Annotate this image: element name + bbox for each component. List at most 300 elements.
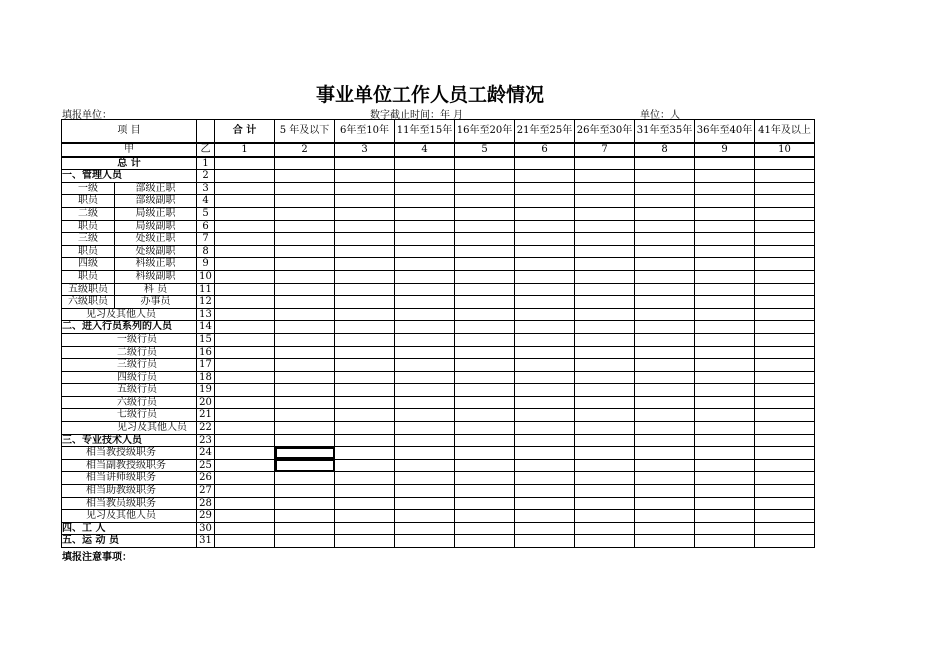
data-cell[interactable]: [575, 258, 635, 271]
data-cell[interactable]: [695, 396, 755, 409]
data-cell[interactable]: [755, 283, 815, 296]
data-cell[interactable]: [395, 195, 455, 208]
data-cell[interactable]: [635, 434, 695, 447]
data-cell[interactable]: [575, 283, 635, 296]
data-cell[interactable]: [515, 308, 575, 321]
data-cell[interactable]: [275, 321, 335, 334]
data-cell[interactable]: [515, 497, 575, 510]
data-cell[interactable]: [275, 308, 335, 321]
data-cell[interactable]: [515, 207, 575, 220]
data-cell[interactable]: [515, 459, 575, 472]
data-cell[interactable]: [275, 384, 335, 397]
data-cell[interactable]: [455, 283, 515, 296]
data-cell[interactable]: [635, 245, 695, 258]
data-cell[interactable]: [335, 170, 395, 183]
data-cell[interactable]: [215, 321, 275, 334]
data-cell[interactable]: [455, 182, 515, 195]
data-cell[interactable]: [395, 333, 455, 346]
data-cell[interactable]: [755, 321, 815, 334]
data-cell[interactable]: [275, 535, 335, 548]
data-cell[interactable]: [755, 472, 815, 485]
data-cell[interactable]: [695, 170, 755, 183]
data-cell[interactable]: [575, 459, 635, 472]
data-cell[interactable]: [395, 170, 455, 183]
data-cell[interactable]: [395, 535, 455, 548]
data-cell[interactable]: [515, 245, 575, 258]
data-cell[interactable]: [335, 333, 395, 346]
data-cell[interactable]: [395, 233, 455, 246]
data-cell[interactable]: [215, 459, 275, 472]
data-cell[interactable]: [395, 296, 455, 309]
data-cell[interactable]: [455, 296, 515, 309]
data-cell[interactable]: [275, 270, 335, 283]
data-cell[interactable]: [275, 333, 335, 346]
data-cell[interactable]: [635, 409, 695, 422]
data-cell[interactable]: [275, 359, 335, 372]
data-cell[interactable]: [575, 409, 635, 422]
data-cell[interactable]: [755, 384, 815, 397]
data-cell[interactable]: [455, 434, 515, 447]
data-cell[interactable]: [215, 333, 275, 346]
data-cell[interactable]: [755, 371, 815, 384]
data-cell[interactable]: [575, 233, 635, 246]
data-cell[interactable]: [755, 535, 815, 548]
data-cell[interactable]: [515, 333, 575, 346]
data-cell[interactable]: [515, 283, 575, 296]
data-cell[interactable]: [695, 283, 755, 296]
data-cell[interactable]: [635, 346, 695, 359]
data-cell[interactable]: [575, 472, 635, 485]
data-cell[interactable]: [455, 384, 515, 397]
data-cell[interactable]: [575, 485, 635, 498]
data-cell[interactable]: [755, 258, 815, 271]
data-cell[interactable]: [635, 359, 695, 372]
data-cell[interactable]: [215, 170, 275, 183]
data-cell[interactable]: [215, 371, 275, 384]
data-cell[interactable]: [215, 396, 275, 409]
data-cell[interactable]: [635, 296, 695, 309]
data-cell[interactable]: [575, 308, 635, 321]
data-cell[interactable]: [335, 422, 395, 435]
data-cell[interactable]: [515, 296, 575, 309]
data-cell[interactable]: [635, 459, 695, 472]
data-cell[interactable]: [275, 170, 335, 183]
data-cell[interactable]: [395, 434, 455, 447]
data-cell[interactable]: [455, 396, 515, 409]
data-cell[interactable]: [695, 510, 755, 523]
data-cell[interactable]: [275, 485, 335, 498]
data-cell[interactable]: [215, 409, 275, 422]
data-cell[interactable]: [335, 296, 395, 309]
data-cell[interactable]: [215, 182, 275, 195]
data-cell[interactable]: [515, 359, 575, 372]
data-cell[interactable]: [395, 472, 455, 485]
data-cell[interactable]: [635, 333, 695, 346]
data-cell[interactable]: [215, 220, 275, 233]
data-cell[interactable]: [575, 182, 635, 195]
data-cell[interactable]: [755, 333, 815, 346]
data-cell[interactable]: [215, 283, 275, 296]
data-cell[interactable]: [635, 447, 695, 460]
data-cell[interactable]: [395, 409, 455, 422]
data-cell[interactable]: [455, 233, 515, 246]
data-cell[interactable]: [275, 522, 335, 535]
data-cell[interactable]: [575, 195, 635, 208]
data-cell[interactable]: [395, 157, 455, 170]
data-cell[interactable]: [275, 220, 335, 233]
data-cell[interactable]: [515, 535, 575, 548]
data-cell[interactable]: [215, 270, 275, 283]
data-cell[interactable]: [575, 296, 635, 309]
data-cell[interactable]: [635, 157, 695, 170]
data-cell[interactable]: [575, 333, 635, 346]
data-cell[interactable]: [695, 245, 755, 258]
data-cell[interactable]: [635, 283, 695, 296]
data-cell[interactable]: [695, 485, 755, 498]
data-cell[interactable]: [455, 497, 515, 510]
data-cell[interactable]: [275, 157, 335, 170]
data-cell[interactable]: [515, 233, 575, 246]
data-cell[interactable]: [455, 485, 515, 498]
data-cell[interactable]: [575, 371, 635, 384]
data-cell[interactable]: [575, 270, 635, 283]
data-cell[interactable]: [275, 497, 335, 510]
data-cell[interactable]: [635, 270, 695, 283]
data-cell[interactable]: [335, 283, 395, 296]
data-cell[interactable]: [695, 346, 755, 359]
data-cell[interactable]: [575, 220, 635, 233]
data-cell[interactable]: [695, 220, 755, 233]
data-cell[interactable]: [695, 258, 755, 271]
data-cell[interactable]: [695, 296, 755, 309]
data-cell[interactable]: [695, 447, 755, 460]
data-cell[interactable]: [635, 396, 695, 409]
data-cell[interactable]: [335, 270, 395, 283]
data-cell[interactable]: [395, 497, 455, 510]
data-cell[interactable]: [395, 220, 455, 233]
data-cell[interactable]: [755, 434, 815, 447]
data-cell[interactable]: [575, 245, 635, 258]
data-cell[interactable]: [575, 497, 635, 510]
data-cell[interactable]: [455, 170, 515, 183]
data-cell[interactable]: [215, 233, 275, 246]
data-cell[interactable]: [515, 422, 575, 435]
data-cell[interactable]: [215, 535, 275, 548]
data-cell[interactable]: [335, 447, 395, 460]
data-cell[interactable]: [515, 270, 575, 283]
data-cell[interactable]: [695, 333, 755, 346]
data-cell[interactable]: [335, 346, 395, 359]
data-cell[interactable]: [515, 258, 575, 271]
data-cell[interactable]: [755, 359, 815, 372]
data-cell[interactable]: [515, 182, 575, 195]
data-cell[interactable]: [635, 258, 695, 271]
data-cell[interactable]: [395, 447, 455, 460]
data-cell[interactable]: [275, 510, 335, 523]
data-cell[interactable]: [455, 346, 515, 359]
data-cell[interactable]: [455, 472, 515, 485]
data-cell[interactable]: [335, 157, 395, 170]
data-cell[interactable]: [635, 182, 695, 195]
data-cell[interactable]: [395, 346, 455, 359]
data-cell[interactable]: [335, 220, 395, 233]
data-cell[interactable]: [215, 485, 275, 498]
data-cell[interactable]: [755, 270, 815, 283]
data-cell[interactable]: [755, 296, 815, 309]
data-cell[interactable]: [335, 245, 395, 258]
data-cell[interactable]: [695, 207, 755, 220]
data-cell[interactable]: [575, 447, 635, 460]
data-cell[interactable]: [635, 522, 695, 535]
data-cell[interactable]: [455, 308, 515, 321]
data-cell[interactable]: [455, 195, 515, 208]
data-cell[interactable]: [215, 422, 275, 435]
data-cell[interactable]: [695, 270, 755, 283]
data-cell[interactable]: [755, 396, 815, 409]
data-cell[interactable]: [575, 396, 635, 409]
data-cell[interactable]: [515, 157, 575, 170]
data-cell[interactable]: [575, 170, 635, 183]
data-cell[interactable]: [395, 384, 455, 397]
data-cell[interactable]: [275, 245, 335, 258]
data-cell[interactable]: [395, 283, 455, 296]
data-cell[interactable]: [575, 359, 635, 372]
data-cell[interactable]: [755, 447, 815, 460]
data-cell[interactable]: [395, 308, 455, 321]
data-cell[interactable]: [395, 270, 455, 283]
data-cell[interactable]: [395, 321, 455, 334]
data-cell[interactable]: [575, 434, 635, 447]
data-cell[interactable]: [635, 207, 695, 220]
data-cell[interactable]: [515, 434, 575, 447]
data-cell[interactable]: [755, 497, 815, 510]
data-cell[interactable]: [695, 195, 755, 208]
data-cell[interactable]: [335, 384, 395, 397]
data-cell[interactable]: [515, 220, 575, 233]
data-cell[interactable]: [455, 270, 515, 283]
data-cell[interactable]: [455, 207, 515, 220]
data-cell[interactable]: [575, 346, 635, 359]
data-cell[interactable]: [215, 510, 275, 523]
data-cell[interactable]: [455, 321, 515, 334]
data-cell[interactable]: [515, 485, 575, 498]
data-cell[interactable]: [695, 472, 755, 485]
data-cell[interactable]: [395, 182, 455, 195]
data-cell[interactable]: [215, 258, 275, 271]
data-cell[interactable]: [395, 245, 455, 258]
data-cell[interactable]: [455, 359, 515, 372]
data-cell[interactable]: [695, 321, 755, 334]
data-cell[interactable]: [335, 207, 395, 220]
data-cell[interactable]: [395, 258, 455, 271]
data-cell[interactable]: [275, 207, 335, 220]
data-cell[interactable]: [335, 434, 395, 447]
data-cell[interactable]: [335, 396, 395, 409]
data-cell[interactable]: [755, 485, 815, 498]
data-cell[interactable]: [575, 535, 635, 548]
data-cell[interactable]: [515, 396, 575, 409]
data-cell[interactable]: [395, 422, 455, 435]
data-cell[interactable]: [275, 472, 335, 485]
data-cell[interactable]: [635, 233, 695, 246]
data-cell[interactable]: [695, 459, 755, 472]
data-cell[interactable]: [755, 220, 815, 233]
data-cell[interactable]: [275, 195, 335, 208]
data-cell[interactable]: [275, 409, 335, 422]
data-cell[interactable]: [575, 522, 635, 535]
data-cell[interactable]: [635, 384, 695, 397]
data-cell[interactable]: [335, 233, 395, 246]
data-cell[interactable]: [215, 522, 275, 535]
data-cell[interactable]: [395, 359, 455, 372]
data-cell[interactable]: [515, 472, 575, 485]
data-cell[interactable]: [335, 522, 395, 535]
data-cell[interactable]: [275, 233, 335, 246]
data-cell[interactable]: [455, 333, 515, 346]
data-cell[interactable]: [695, 434, 755, 447]
data-cell[interactable]: [515, 170, 575, 183]
data-cell[interactable]: [275, 346, 335, 359]
data-cell[interactable]: [335, 258, 395, 271]
data-cell[interactable]: [215, 384, 275, 397]
data-cell[interactable]: [395, 459, 455, 472]
data-cell[interactable]: [695, 522, 755, 535]
data-cell[interactable]: [755, 233, 815, 246]
data-cell[interactable]: [695, 182, 755, 195]
data-cell[interactable]: [275, 182, 335, 195]
data-cell[interactable]: [635, 485, 695, 498]
data-cell[interactable]: [755, 308, 815, 321]
data-cell[interactable]: [635, 497, 695, 510]
data-cell[interactable]: [695, 497, 755, 510]
data-cell[interactable]: [215, 434, 275, 447]
data-cell[interactable]: [215, 157, 275, 170]
data-cell[interactable]: [335, 535, 395, 548]
data-cell[interactable]: [755, 409, 815, 422]
data-cell[interactable]: [455, 447, 515, 460]
data-cell[interactable]: [455, 409, 515, 422]
data-cell[interactable]: [455, 535, 515, 548]
data-cell[interactable]: [335, 308, 395, 321]
data-cell[interactable]: [455, 220, 515, 233]
data-cell[interactable]: [755, 245, 815, 258]
data-cell[interactable]: [695, 157, 755, 170]
data-cell[interactable]: [215, 296, 275, 309]
data-cell[interactable]: [455, 422, 515, 435]
data-cell[interactable]: [635, 535, 695, 548]
data-cell[interactable]: [515, 409, 575, 422]
data-cell[interactable]: [755, 207, 815, 220]
data-cell[interactable]: [755, 346, 815, 359]
data-cell[interactable]: [635, 195, 695, 208]
data-cell[interactable]: [215, 359, 275, 372]
data-cell[interactable]: [215, 308, 275, 321]
data-cell[interactable]: [395, 207, 455, 220]
data-cell[interactable]: [695, 359, 755, 372]
data-cell[interactable]: [575, 384, 635, 397]
data-cell[interactable]: [335, 359, 395, 372]
data-cell[interactable]: [515, 384, 575, 397]
data-cell[interactable]: [515, 522, 575, 535]
data-cell[interactable]: [275, 283, 335, 296]
data-cell[interactable]: [455, 245, 515, 258]
data-cell[interactable]: [635, 170, 695, 183]
data-cell[interactable]: [215, 472, 275, 485]
data-cell[interactable]: [335, 459, 395, 472]
data-cell[interactable]: [215, 346, 275, 359]
data-cell[interactable]: [635, 321, 695, 334]
data-cell[interactable]: [755, 157, 815, 170]
data-cell[interactable]: [215, 497, 275, 510]
data-cell[interactable]: [335, 182, 395, 195]
data-cell[interactable]: [575, 207, 635, 220]
data-cell[interactable]: [215, 195, 275, 208]
data-cell[interactable]: [215, 245, 275, 258]
data-cell[interactable]: [755, 459, 815, 472]
data-cell[interactable]: [275, 459, 335, 472]
data-cell[interactable]: [275, 447, 335, 460]
data-cell[interactable]: [695, 409, 755, 422]
data-cell[interactable]: [395, 522, 455, 535]
data-cell[interactable]: [755, 522, 815, 535]
data-cell[interactable]: [755, 510, 815, 523]
data-cell[interactable]: [635, 371, 695, 384]
data-cell[interactable]: [455, 157, 515, 170]
data-cell[interactable]: [335, 485, 395, 498]
data-cell[interactable]: [455, 258, 515, 271]
data-cell[interactable]: [455, 459, 515, 472]
data-cell[interactable]: [695, 422, 755, 435]
data-cell[interactable]: [695, 233, 755, 246]
data-cell[interactable]: [755, 170, 815, 183]
data-cell[interactable]: [275, 422, 335, 435]
data-cell[interactable]: [335, 472, 395, 485]
data-cell[interactable]: [515, 321, 575, 334]
data-cell[interactable]: [395, 510, 455, 523]
data-cell[interactable]: [455, 522, 515, 535]
data-cell[interactable]: [575, 422, 635, 435]
data-cell[interactable]: [695, 371, 755, 384]
data-cell[interactable]: [335, 409, 395, 422]
data-cell[interactable]: [755, 422, 815, 435]
data-cell[interactable]: [335, 497, 395, 510]
data-cell[interactable]: [335, 321, 395, 334]
data-cell[interactable]: [335, 195, 395, 208]
data-cell[interactable]: [515, 346, 575, 359]
data-cell[interactable]: [575, 510, 635, 523]
data-cell[interactable]: [275, 296, 335, 309]
data-cell[interactable]: [695, 535, 755, 548]
data-cell[interactable]: [335, 371, 395, 384]
data-cell[interactable]: [395, 371, 455, 384]
data-cell[interactable]: [695, 384, 755, 397]
data-cell[interactable]: [575, 157, 635, 170]
data-cell[interactable]: [455, 371, 515, 384]
data-cell[interactable]: [635, 422, 695, 435]
data-cell[interactable]: [275, 434, 335, 447]
data-cell[interactable]: [395, 396, 455, 409]
data-cell[interactable]: [755, 182, 815, 195]
data-cell[interactable]: [275, 258, 335, 271]
data-cell[interactable]: [275, 371, 335, 384]
data-cell[interactable]: [215, 447, 275, 460]
data-cell[interactable]: [455, 510, 515, 523]
data-cell[interactable]: [395, 485, 455, 498]
data-cell[interactable]: [275, 396, 335, 409]
data-cell[interactable]: [695, 308, 755, 321]
data-cell[interactable]: [215, 207, 275, 220]
data-cell[interactable]: [635, 308, 695, 321]
